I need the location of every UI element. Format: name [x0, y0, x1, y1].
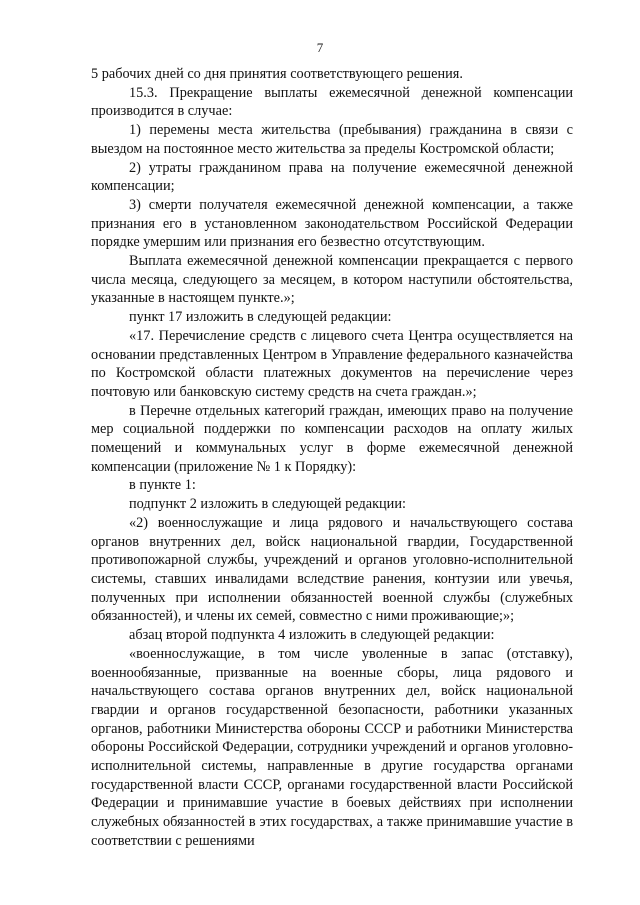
paragraph-list-of-categories: в Перечне отдельных категорий граждан, имеющих право на получение мер социальной поддержки по компенсации расходов на оплату жилых помещений и коммунальных услуг в форме ежемесячной денежной компенсации (приложение № 1 к Порядку): [91, 402, 573, 475]
paragraph-clause-15-3: 15.3. Прекращение выплаты ежемесячной денежной компенсации производится в случае: [91, 84, 573, 120]
paragraph-amend-subpoint-4: абзац второй подпункта 4 изложить в следующей редакции: [129, 627, 495, 644]
paragraph-item-3: 3) смерти получателя ежемесячной денежной компенсации, а также признания его в установленном законодательством Российской Федерации порядке умершим или признания его безвестно отсутствующим. [91, 196, 573, 251]
paragraph-point-17-text: «17. Перечисление средств с лицевого счета Центра осуществляется на основании представленных Центром в Управление федерального казначейства по Костромской области платежных документов на перечисление через почтовую или банковскую систему средств на счета граждан.»; [91, 327, 573, 400]
paragraph-subpoint-2-text: «2) военнослужащие и лица рядового и начальствующего состава органов внутренних дел, войск национальной гвардии, Государственной противопожарной службы, учреждений и органов уголовно-исполнительной системы, ставших инвалидами вследствие ранения, контузии или увечья, полученных при исполнении обязанностей военной службы (служебных обязанностей), и члены их семей, совместно с ними проживающие;»; [91, 514, 573, 625]
paragraph-amend-subpoint-2: подпункт 2 изложить в следующей редакции: [129, 496, 406, 513]
paragraph-subpoint-4-text: «военнослужащие, в том числе уволенные в запас (отставку), военнообязанные, призванные на военные сборы, лица рядового и начальствующего состава органов внутренних дел, войск национальной гвардии и органов государственной безопасности, работники указанных органов, работники Министерства обороны СССР и работники Министерства обороны Российской Федерации, сотрудники учреждений и органов уголовно-исполнительной системы, направленные в другие государства органами государственной власти СССР, органами государственной власти Российской Федерации и принимавшие участие в боевых действиях при исполнении служебных обязанностей в этих государствах, а также принимавшие участие в соответствии с решениями [91, 645, 573, 849]
paragraph-continuation: 5 рабочих дней со дня принятия соответствующего решения. [91, 66, 463, 82]
document-body [91, 65, 573, 851]
paragraph-item-2: 2) утраты гражданином права на получение ежемесячной денежной компенсации; [91, 159, 573, 195]
paragraph-in-point-1: в пункте 1: [129, 477, 196, 494]
paragraph-item-1: 1) перемены места жительства (пребывания) гражданина в связи с выездом на постоянное место жительства за пределы Костромской области; [91, 122, 573, 157]
page-number: 7 [316, 40, 324, 55]
paragraph-payment-termination: Выплата ежемесячной денежной компенсации прекращается с первого числа месяца, следующего за месяцем, в котором наступили обстоятельства, указанные в настоящем пункте.»; [91, 253, 573, 307]
paragraph-amend-point-17: пункт 17 изложить в следующей редакции: [129, 309, 392, 326]
